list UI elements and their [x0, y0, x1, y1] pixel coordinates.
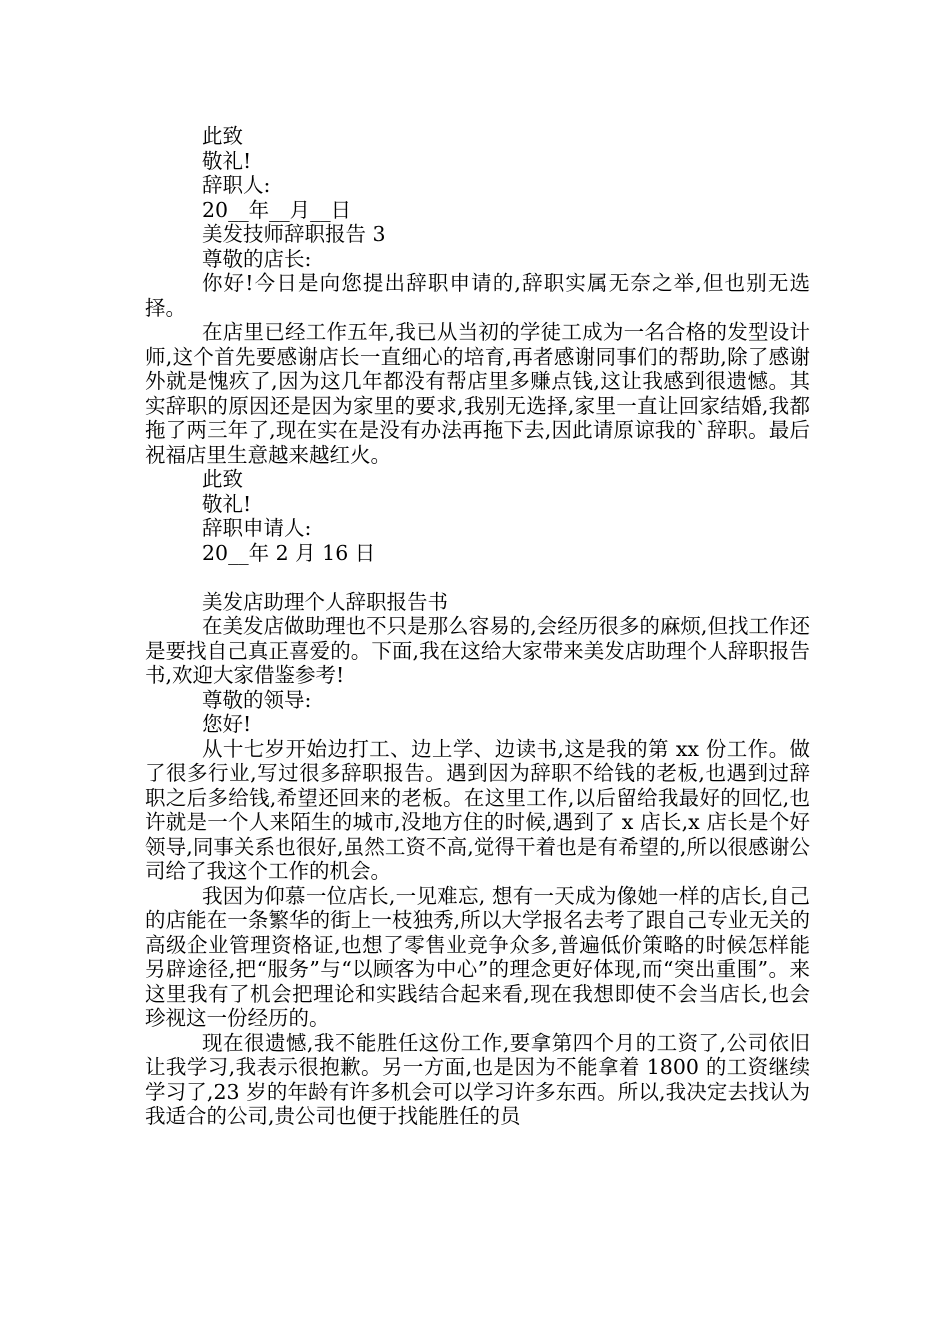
letter3-title: 美发技师辞职报告 3 — [202, 222, 386, 246]
letter3-paragraph: 在店里已经工作五年,我已从当初的学徒工成为一名合格的发型设计师,这个首先要感谢店长一直细心的培育,再者感谢同事们的帮助,除了感谢外就是愧疚了,因为这几年都没有帮店里多赚点钱,这让我感到很遗憾。其实辞职的原因还是因为家里的要求,我别无选择,家里一直让回家结婚,我都拖了两三年了,现在实在是没有办法再拖下去,因此请原谅我的`辞职。最后祝福店里生意越来越红火。 — [145, 320, 810, 467]
letter3-paragraph: 你好!今日是向您提出辞职申请的,辞职实属无奈之举,但也别无选择。 — [145, 271, 810, 320]
assistant-letter-paragraph: 现在很遗憾,我不能胜任这份工作,要拿第四个月的工资了,公司依旧让我学习,我表示很抱歉。另一方面,也是因为不能拿着 1800 的工资继续学习了,23 岁的年龄有许多机会可以学习许多东西。所以,我决定去找认为我适合的公司,贵公司也便于找能胜任的员 — [145, 1030, 810, 1128]
letter3-closing-jingli: 敬礼! — [202, 491, 252, 516]
letter3-closing-cizhi: 此致 — [202, 467, 243, 491]
closing-cizhi: 此致 — [202, 124, 243, 148]
assistant-letter-hello: 您好! — [202, 712, 252, 736]
section-spacer — [145, 565, 810, 590]
letter3-date: 20__年 2 月 16 日 — [202, 540, 376, 565]
assistant-letter-paragraph: 我因为仰慕一位店长,一见难忘, 想有一天成为像她一样的店长,自己的店能在一条繁华的街上一枝独秀,所以大学报名去考了跟自己专业无关的高级企业管理资格证,也想了零售业竞争众多,普遍低价策略的时候怎样能另辟途径,把“服务”与“以顾客为中心”的理念更好体现,而“突出重围”。来这里我有了机会把理论和实践结合起来看,现在我想即使不会当店长,也会珍视这一份经历的。 — [145, 883, 810, 1030]
letter3-signature-label: 辞职申请人: — [202, 516, 312, 540]
assistant-letter-paragraph: 从十七岁开始边打工、边上学、边读书,这是我的第 xx 份工作。做了很多行业,写过很多辞职报告。遇到因为辞职不给钱的老板,也遇到过辞职之后多给钱,希望还回来的老板。在这里工作,以后留给我最好的回忆,也许就是一个人来陌生的城市,没地方住的时候,遇到了 x 店长,x 店长是个好领导,同事关系也很好,虽然工资不高,觉得干着也是有希望的,所以很感谢公司给了我这个工作的机会。 — [145, 736, 810, 883]
assistant-letter-greeting: 尊敬的领导: — [202, 687, 312, 712]
signature-date: 20__年__月__日 — [202, 197, 352, 222]
document-body — [145, 124, 810, 1129]
signature-label: 辞职人: — [202, 173, 271, 197]
closing-jingli: 敬礼! — [202, 148, 252, 173]
assistant-letter-intro: 在美发店做助理也不只是那么容易的,会经历很多的麻烦,但找工作还是要找自己真正喜爱的。下面,我在这给大家带来美发店助理个人辞职报告书,欢迎大家借鉴参考! — [145, 614, 810, 687]
assistant-letter-title: 美发店助理个人辞职报告书 — [202, 589, 448, 614]
letter3-greeting: 尊敬的店长: — [202, 246, 312, 271]
